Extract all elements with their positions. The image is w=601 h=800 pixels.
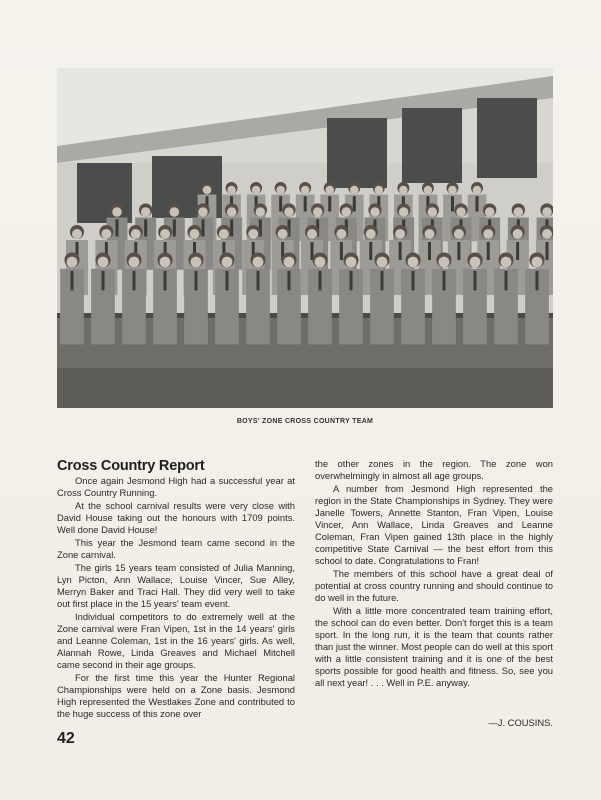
person-tie [102, 271, 105, 290]
person-tie [173, 219, 176, 236]
person-tie [399, 242, 402, 260]
team-photo [57, 68, 553, 408]
person-face [428, 207, 438, 217]
person-face [101, 229, 111, 239]
person-tie [230, 219, 233, 236]
person-face [276, 186, 285, 195]
photo-caption: BOYS' ZONE CROSS COUNTRY TEAM [236, 418, 374, 425]
person-tie [443, 271, 446, 290]
article-paragraph-continued: the other zones in the region. The zone won overwhelmingly in almost all age groups. [315, 458, 553, 481]
person-face [408, 257, 419, 268]
person-tie [144, 219, 147, 236]
person-face [473, 186, 482, 195]
person-face [256, 207, 265, 217]
person-face [252, 186, 261, 195]
person-tie [369, 242, 372, 260]
person-face [470, 257, 481, 268]
person-tie [451, 196, 454, 211]
person-face [191, 257, 202, 268]
person-tie [257, 271, 260, 290]
person-face [219, 229, 229, 239]
person-face [190, 229, 200, 239]
person-tie [516, 242, 519, 260]
person-tie [195, 271, 198, 290]
author-signature: —J. COUSINS. [488, 717, 553, 728]
person-tie [353, 196, 356, 211]
person-tie [340, 242, 343, 260]
person-tie [412, 271, 415, 290]
person-face [198, 207, 208, 217]
person-tie [288, 271, 291, 290]
article-paragraph: The girls 15 years team consisted of Julia Manning, Lyn Picton, Ann Wallace, Louise Vincer, Sue Alley, Merryn Baker and Traci Hall. They did very well to take out first place in the 15 years' team event. [57, 562, 295, 609]
person-tie [71, 271, 74, 290]
article-paragraph: With a little more concentrated team training effort, the school can do even better. Don't forget this is a team sport. In the long run, it is the team that counts rather than just the winner. Most people can do well at this sport with a little consistent training and it is one of the best sports possible for good health and fitness. So, see you all next year! . . . Well in P.E. anyway. [315, 605, 553, 688]
person-face [313, 207, 323, 217]
article-paragraph: A number from Jesmond High represented the region in the State Championships in Sydney. They were Janelle Towers, Annette Stanton, Fran Vipen, Louise Vincer, Ann Wallace, Linda Greaves and Leanne Coleman, Fran Vipen gained 13th place in the highly competitive State Carnival — the best effort from this school to date. Congratulations to Fran! [315, 483, 553, 566]
person-face [315, 257, 326, 268]
person-tie [487, 242, 490, 260]
person-face [425, 229, 435, 239]
person-face [342, 207, 352, 217]
person-tie [476, 196, 479, 211]
person-face [203, 186, 212, 195]
person-face [141, 207, 151, 217]
person-face [253, 257, 264, 268]
person-face [375, 186, 384, 195]
person-face [501, 257, 512, 268]
team-photo-image [57, 68, 553, 408]
person-face [112, 207, 122, 217]
person-face [227, 207, 237, 217]
person-face [325, 186, 334, 195]
person-face [542, 229, 552, 239]
person-face [336, 229, 346, 239]
person-face [248, 229, 258, 239]
person-face [131, 229, 141, 239]
person-tie [536, 271, 539, 290]
person-tie [202, 219, 205, 236]
person-face [454, 229, 464, 239]
person-face [366, 229, 376, 239]
article-paragraph: Individual competitors to do extremely well at the Zone carnival were Fran Vipen, 1st in the 14 years' girls and Leanne Coleman, 1st in the 16 years' girls. As well, Alannah Rowe, Linda Greaves and Michael Mitchell came second in their age groups. [57, 611, 295, 670]
person-tie [546, 242, 549, 260]
page-number: 42 [57, 730, 75, 747]
person-face [395, 229, 405, 239]
person-face [160, 229, 170, 239]
person-face [439, 257, 450, 268]
person-tie [428, 242, 431, 260]
article-title: Cross Country Report [57, 458, 205, 474]
person-face [532, 257, 543, 268]
article-paragraph: Once again Jesmond High had a successful year at Cross Country Running. [57, 475, 295, 498]
person-tie [133, 271, 136, 290]
person-face [514, 207, 524, 217]
person-face [399, 186, 408, 195]
person-face [350, 186, 359, 195]
article-paragraph: This year the Jesmond team came second in the Zone carnival. [57, 537, 295, 560]
article-left-column [57, 458, 295, 721]
person-tie [381, 271, 384, 290]
person-face [98, 257, 109, 268]
person-tie [505, 271, 508, 290]
person-face [72, 229, 82, 239]
person-face [284, 207, 294, 217]
person-tie [116, 219, 119, 236]
person-face [399, 207, 409, 217]
person-face [377, 257, 388, 268]
person-face [278, 229, 288, 239]
person-tie [164, 271, 167, 290]
person-face [370, 207, 380, 217]
person-face [160, 257, 171, 268]
person-face [346, 257, 357, 268]
person-face [301, 186, 310, 195]
person-tie [279, 196, 282, 211]
person-face [483, 229, 493, 239]
article-paragraph: For the first time this year the Hunter Regional Championships were held on a Zone basis. Jesmond High represented the Westlakes Zone and contributed to the huge success of this zone over [57, 672, 295, 719]
article-paragraph: The members of this school have a great deal of potential at cross country running and should continue to do well in the future. [315, 568, 553, 603]
person-tie [319, 271, 322, 290]
person-tie [350, 271, 353, 290]
person-face [222, 257, 233, 268]
person-face [485, 207, 495, 217]
person-face [227, 186, 236, 195]
article-paragraph: At the school carnival results were very close with David House taking out the honours with 1709 points. Well done David House! [57, 500, 295, 535]
article-right-column [315, 458, 553, 690]
person-tie [474, 271, 477, 290]
person-face [170, 207, 180, 217]
person-tie [226, 271, 229, 290]
person-tie [328, 196, 331, 211]
person-face [307, 229, 317, 239]
person-face [284, 257, 295, 268]
person-face [542, 207, 552, 217]
person-face [67, 257, 78, 268]
person-face [513, 229, 523, 239]
person-tie [304, 196, 307, 211]
person-tie [457, 242, 460, 260]
person-face [424, 186, 433, 195]
person-face [129, 257, 140, 268]
person-face [448, 186, 457, 195]
person-face [456, 207, 466, 217]
